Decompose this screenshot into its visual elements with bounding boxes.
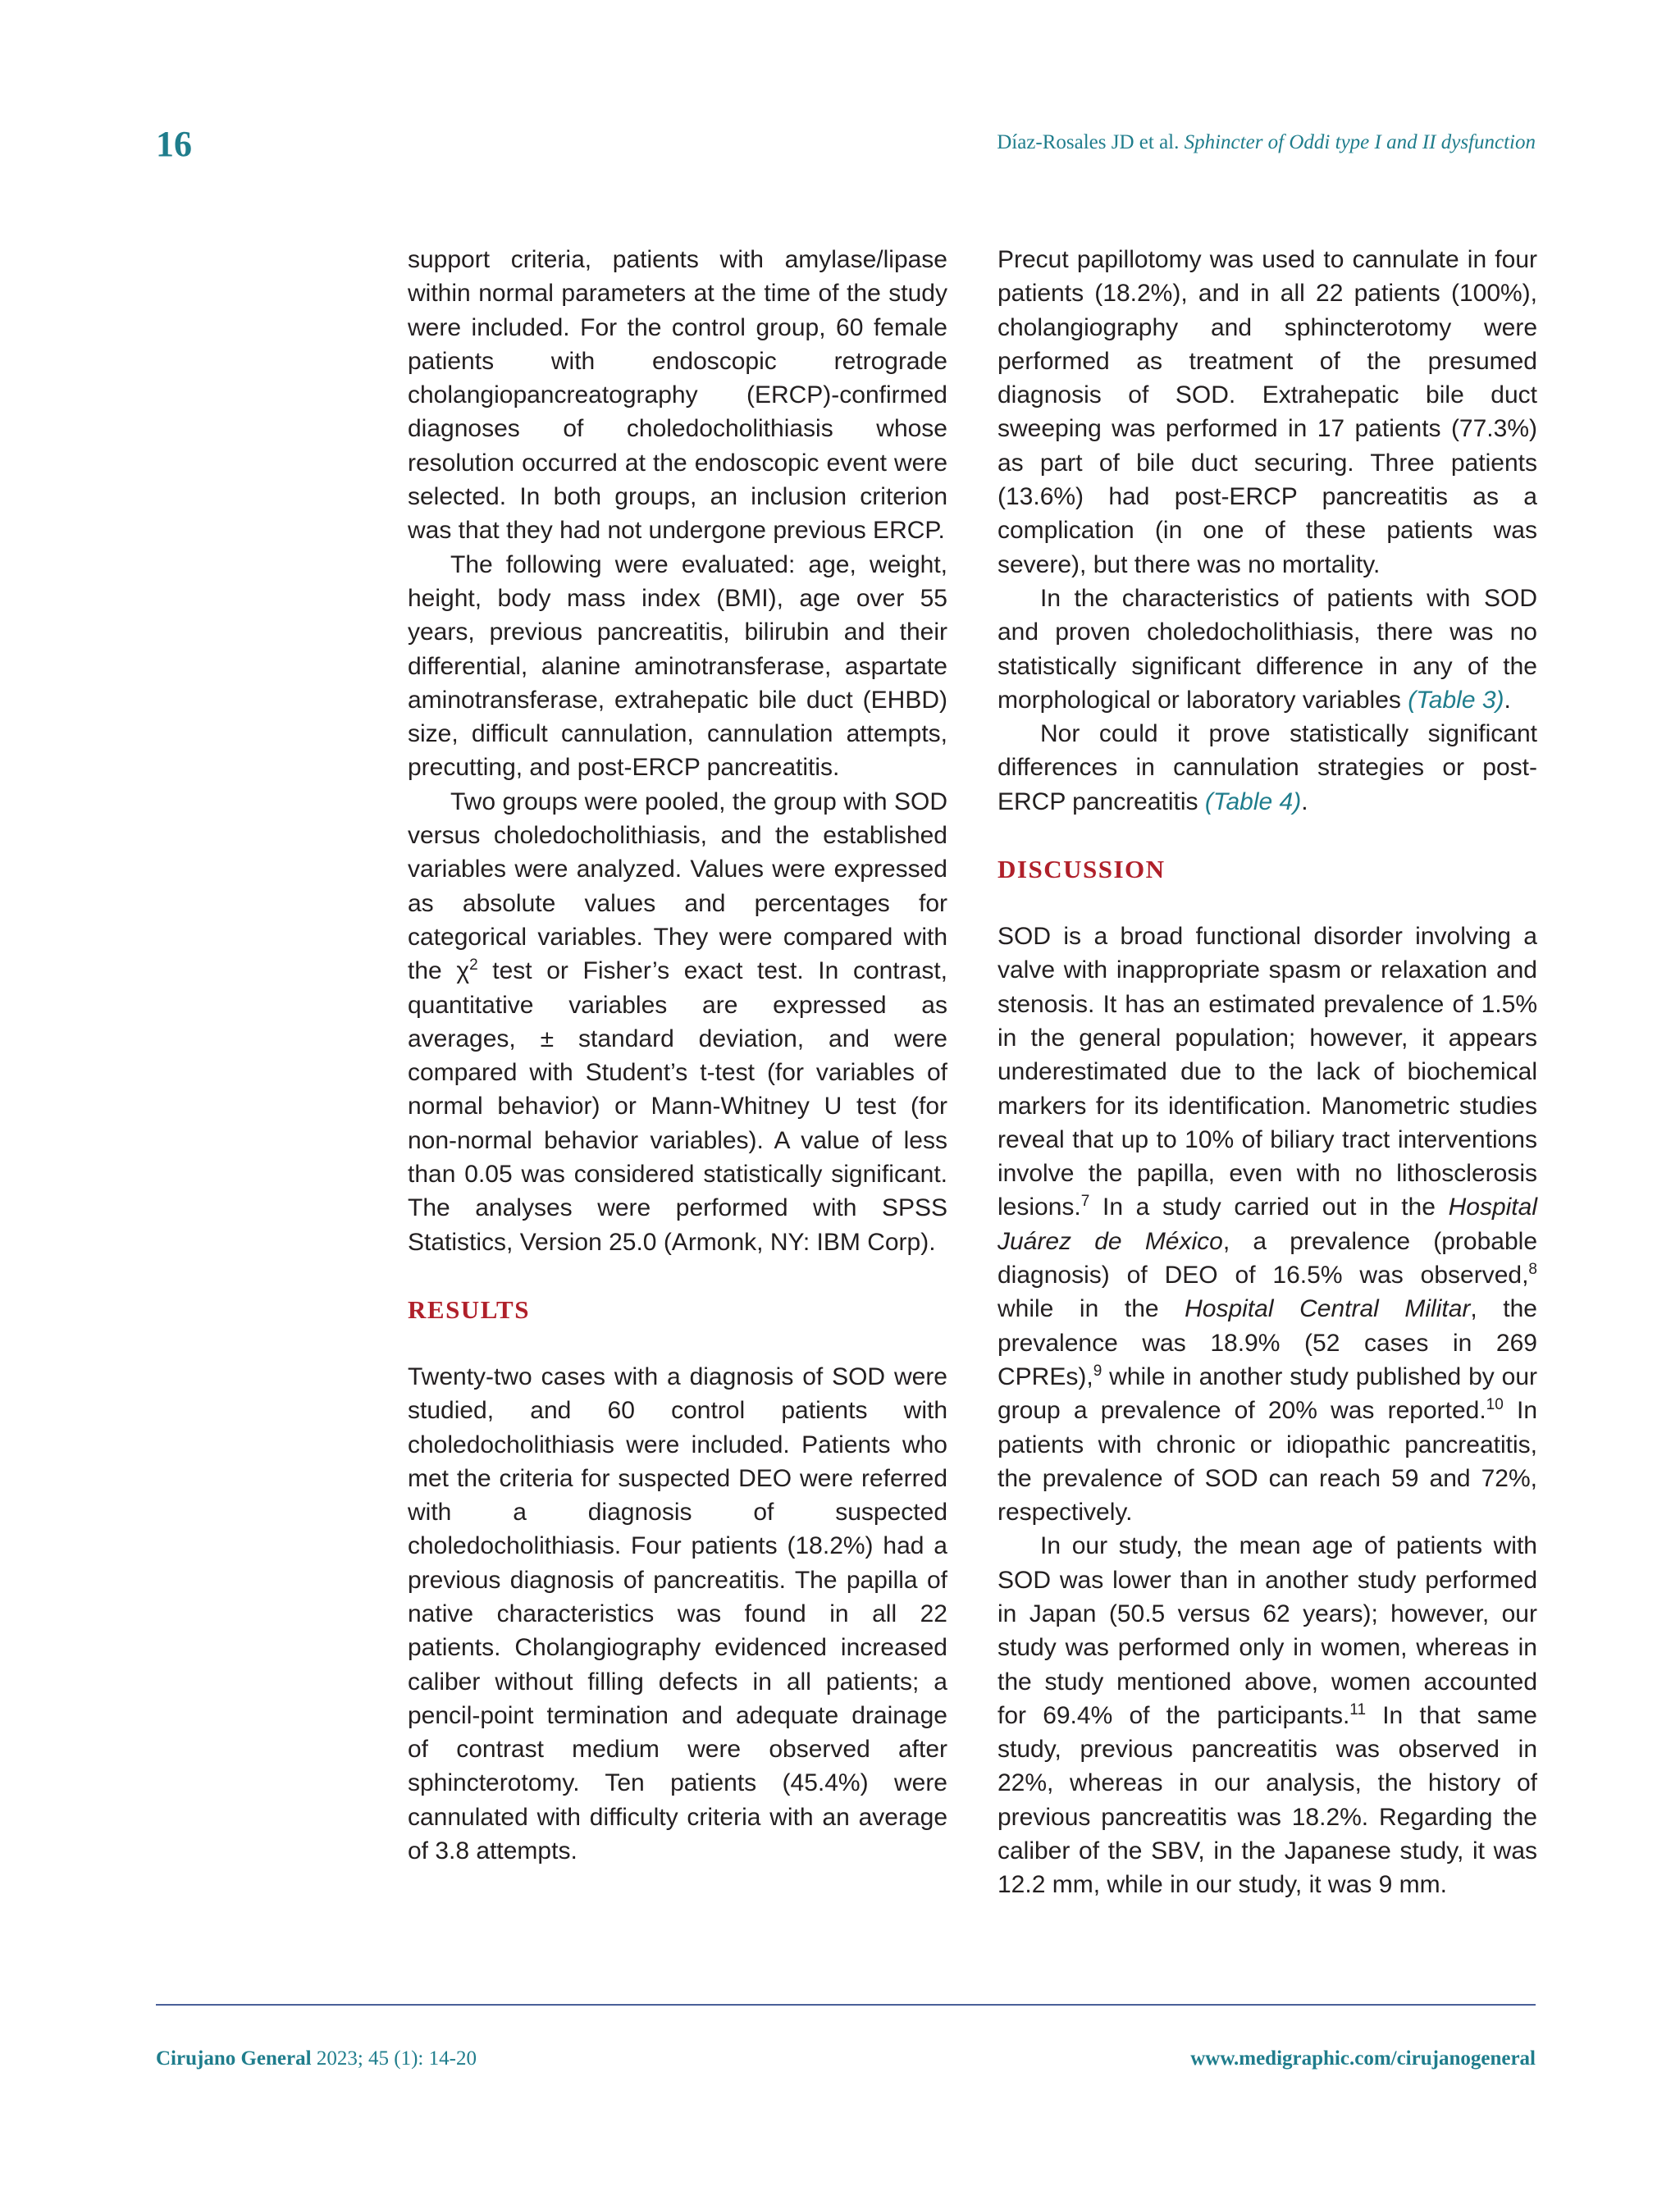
text-run: In that same study, previous pancreatitis was observed in 22%, whereas in our analysis, the history of previous pancreatitis was 18.2%. Regarding the caliber of the SBV, in the Japanese study, it was 12.2 mm, while in our study, it was 9 mm. <box>998 1701 1537 1899</box>
running-head <box>997 131 1536 154</box>
paragraph: Twenty-two cases with a diagnosis of SOD were studied, and 60 control patients with choledocholithiasis were included. Patients who met the criteria for suspected DEO were referred with a diagnosis of suspected choledocholithiasis. Four patients (18.2%) had a previous diagnosis of pancreatitis. The papilla of native characteristics was found in all 22 patients. Cholangiography evidenced increased caliber without filling defects in all patients; a pencil-point termination and adequate drainage of contrast medium were observed after sphincterotomy. Ten patients (45.4%) were cannulated with difficulty criteria with an average of 3.8 attempts. <box>408 1362 947 1865</box>
text-run: In a study carried out in the <box>1089 1194 1449 1221</box>
discussion-heading: DISCUSSION <box>998 855 1166 884</box>
text-run: while in the <box>998 1295 1185 1323</box>
journal-issue: 2023; 45 (1): 14-20 <box>311 2047 477 2070</box>
citation-superscript: 11 <box>1349 1700 1367 1718</box>
text-run: In our study, the mean age of patients with SOD was lower than in another study performed in Japan (50.5 versus 62 years); however, our study was performed only in women, whereas in the study mentioned above, women accounted for 69.4% of the participants. <box>998 1532 1537 1729</box>
journal-name: Cirujano General <box>156 2047 312 2070</box>
text-run: SOD is a broad functional disorder involving a valve with inappropriate spasm or relaxation and stenosis. It has an estimated prevalence of 1.5% in the general population; however, it appears underestimated due to the lack of biochemical markers for its identification. Manometric studies reveal that up to 10% of biliary tract interventions involve the papilla, even with no lithosclerosis lesions. <box>998 923 1537 1221</box>
paragraph: Precut papillotomy was used to cannulate in four patients (18.2%), and in all 22 patients (100%), cholangiography and sphincterotomy were performed as treatment of the presumed diagnosis of SOD. Extrahepatic bile duct sweeping was performed in 17 patients (77.3%) as part of bile duct securing. Three patients (13.6%) had post-ERCP pancreatitis as a complication (in one of these patients was severe), but there was no mortality. <box>998 246 1537 578</box>
left-column <box>408 243 947 1868</box>
paragraph: support criteria, patients with amylase/lipase within normal parameters at the time of the study were included. For the control group, 60 female patients with endoscopic retrograde cholangiopancreatography (ERCP)-confirmed diagnoses of choledocholithiasis whose resolution occurred at the endoscopic event were selected. In both groups, an inclusion criterion was that they had not undergone previous ERCP. <box>408 246 947 545</box>
paragraph: The following were evaluated: age, weight, height, body mass index (BMI), age over 55 years, previous pancreatitis, bilirubin and their differential, alanine aminotransferase, aspartate aminotransferase, extrahepatic bile duct (EHBD) size, difficult cannulation, cannulation attempts, precutting, and post-ERCP pancreatitis. <box>408 550 947 782</box>
paragraph <box>998 582 1537 717</box>
text-run: , the prevalence was 18.9% (52 cases in 269 CPREs), <box>998 1295 1537 1390</box>
footer-citation <box>156 2047 477 2070</box>
table-4-link[interactable]: (Table 4) <box>1204 787 1302 815</box>
hospital-name: Hospital Central Militar <box>1185 1295 1471 1323</box>
text-run: In patients with chronic or idiopathic pancreatitis, the prevalence of SOD can reach 59 and 72%, respectively. <box>998 1397 1537 1527</box>
page-number: 16 <box>156 124 192 164</box>
citation-superscript: 7 <box>1080 1193 1090 1211</box>
paragraph <box>998 717 1537 819</box>
footer-rule <box>156 2004 1536 2006</box>
running-head-authors: Díaz-Rosales JD et al. <box>997 131 1180 153</box>
table-3-link[interactable]: (Table 3) <box>1408 686 1504 714</box>
results-heading: RESULTS <box>408 1294 530 1324</box>
hospital-name: Hospital Juárez de México <box>998 1194 1537 1255</box>
paragraph <box>998 1529 1537 1901</box>
footer-url[interactable]: www.medigraphic.com/cirujanogeneral <box>1190 2047 1536 2070</box>
running-head-title: Sphincter of Oddi type I and II dysfunction <box>1184 131 1536 153</box>
text-run: Two groups were pooled, the group with SOD versus choledocholithiasis, and the established variables were analyzed. Values were expressed as absolute values and percentages for categorical variables. They were compared with the χ <box>408 787 947 985</box>
text-run: . <box>1301 787 1308 815</box>
text-run: . <box>1504 686 1511 714</box>
right-column <box>998 243 1537 1902</box>
text-run: while in another study published by our group a prevalence of 20% was reported. <box>998 1362 1537 1425</box>
citation-superscript: 8 <box>1528 1261 1537 1279</box>
text-run: , a prevalence (probable diagnosis) of DEO of 16.5% was observed, <box>998 1227 1538 1289</box>
citation-superscript: 10 <box>1486 1396 1504 1414</box>
text-run: test or Fisher’s exact test. In contrast, quantitative variables are expressed as averages, ± standard deviation, and were compared with Student’s t-test (for variables of normal behavior) or Mann-Whitney U test (for non-normal behavior variables). A value of less than 0.05 was considered statistically significant. The analyses were performed with SPSS Statistics, Version 25.0 (Armonk, NY: IBM Corp). <box>408 957 947 1256</box>
citation-superscript: 9 <box>1093 1362 1102 1380</box>
text-run: In the characteristics of patients with SOD and proven choledocholithiasis, there was no statistically significant difference in any of the morphological or laboratory variables <box>998 584 1537 714</box>
text-run: Nor could it prove statistically significant differences in cannulation strategies or post-ERCP pancreatitis <box>998 720 1537 815</box>
paragraph <box>998 920 1537 1529</box>
superscript: 2 <box>469 956 478 974</box>
paragraph <box>408 785 947 1259</box>
